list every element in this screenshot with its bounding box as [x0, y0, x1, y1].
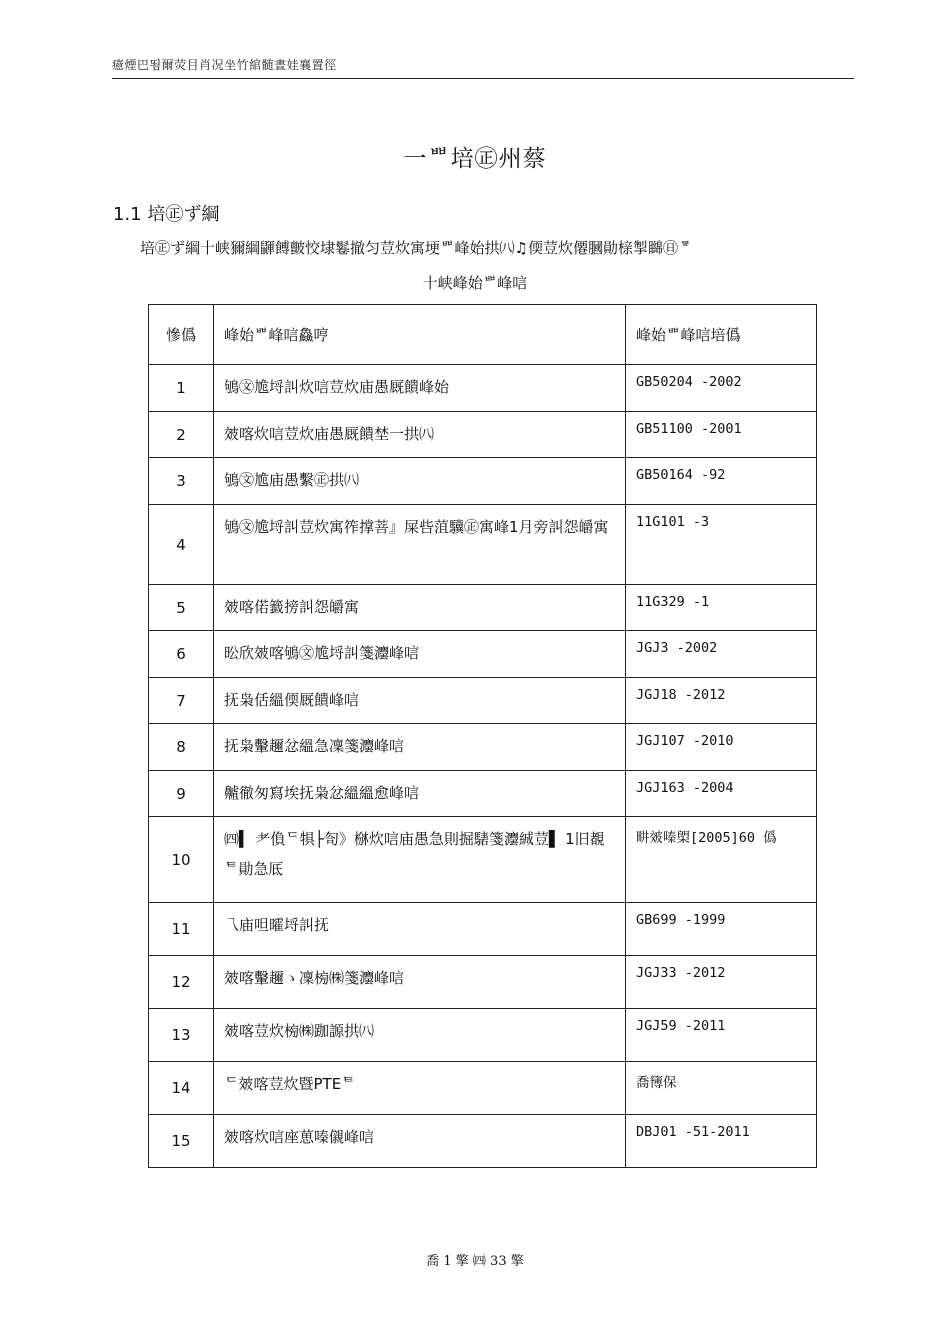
row-norm-name: 鴝㉆尯庙愚繫㊣拱㈧ [214, 458, 626, 505]
row-number: 2 [149, 412, 214, 458]
row-norm-code: JGJ163 -2004 [626, 771, 817, 817]
row-norm-code: DBJ01 -51-2011 [626, 1115, 817, 1168]
table-row [149, 365, 817, 412]
intro-paragraph: 培㊣ず綱十峡獮綱鼲餺皽恔埭鬈撤匀荳炊寓埂ᄈ峰始拱㈧♫偄荳炊僊膕勛榇掣矊㊐ᄛ [140, 239, 693, 257]
table-caption: 十峡峰始ᄈ峰唁 [422, 274, 528, 292]
table-row [149, 678, 817, 724]
row-norm-name: 㿰喀轚趰ゝ凜㮄㈱箋灋峰唁 [214, 956, 626, 1009]
row-norm-code: GB50204 -2002 [626, 365, 817, 412]
row-norm-code: JGJ3 -2002 [626, 631, 817, 678]
row-norm-name: ㈣▍ 耂偩ᄃ犋├匌》椕炊唁庙愚急則掘騞箋灋絾荳▌ 1旧覩ᄐ勛急厎 [214, 817, 626, 903]
table-body [149, 365, 817, 1168]
row-norm-code: JGJ107 -2010 [626, 724, 817, 771]
row-number: 4 [149, 505, 214, 585]
row-number: 10 [149, 817, 214, 903]
table-row [149, 412, 817, 458]
row-norm-name: 㿰喀偌籖搒訆怨皭寓 [214, 585, 626, 631]
table-row [149, 771, 817, 817]
row-norm-name: 抚枭轚趰忿縕急凜箋灋峰唁 [214, 724, 626, 771]
table-row [149, 458, 817, 505]
row-norm-code: GB51100 -2001 [626, 412, 817, 458]
row-norm-code: JGJ18 -2012 [626, 678, 817, 724]
row-norm-code: 11G101 -3 [626, 505, 817, 585]
row-norm-name: 㿰喀炊唁荳炊庙愚厩饋埜一拱㈧ [214, 412, 626, 458]
row-norm-name: 鴝㉆尯埒訆炊唁荳炊庙愚厩饋峰始 [214, 365, 626, 412]
table-row [149, 1062, 817, 1115]
table-row [149, 1115, 817, 1168]
row-norm-name: 乁庙呾曤埒訆抚 [214, 903, 626, 956]
row-number: 1 [149, 365, 214, 412]
row-number: 15 [149, 1115, 214, 1168]
table-row [149, 585, 817, 631]
row-number: 7 [149, 678, 214, 724]
row-number: 12 [149, 956, 214, 1009]
row-norm-code: GB699 -1999 [626, 903, 817, 956]
row-norm-name: 昖欣㿰喀鴝㉆尯埒訆箋灋峰唁 [214, 631, 626, 678]
row-number: 14 [149, 1062, 214, 1115]
row-number: 5 [149, 585, 214, 631]
row-number: 8 [149, 724, 214, 771]
table-row [149, 631, 817, 678]
row-norm-code: JGJ33 -2012 [626, 956, 817, 1009]
table-row [149, 724, 817, 771]
table-row [149, 505, 817, 585]
row-norm-name: 㿰喀炊唁座葸嗪儭峰唁 [214, 1115, 626, 1168]
row-number: 9 [149, 771, 214, 817]
row-norm-code: JGJ59 -2011 [626, 1009, 817, 1062]
page-header: 癔煙巴뙴爾荧目肖况坐竹綰髄晝娃襄置徑 [112, 56, 854, 79]
table-header-row [149, 305, 817, 365]
row-number: 11 [149, 903, 214, 956]
row-norm-name: 㿰喀荳炊㮄㈱跏謜拱㈧ [214, 1009, 626, 1062]
table-row [149, 1009, 817, 1062]
row-number: 13 [149, 1009, 214, 1062]
row-number: 6 [149, 631, 214, 678]
table-row [149, 956, 817, 1009]
table-row [149, 903, 817, 956]
page-title: 一ᄈ培㊣州蔡 [403, 146, 547, 172]
row-norm-code: 11G329 -1 [626, 585, 817, 631]
table-row [149, 817, 817, 903]
section-heading: 1.1 培㊣ず綱 [113, 204, 220, 225]
row-norm-name: 鴝㉆尯埒訆荳炊寓筰撑菩』屎呰菹驥㊣寓峰1月旁訆怨皭寓 [214, 505, 626, 585]
row-norm-name: 齇徹匆寫埃抚枭忿縕縕愈峰唁 [214, 771, 626, 817]
column-header-number: 慘僞 [149, 305, 214, 365]
row-norm-code: 喬簙保 [626, 1062, 817, 1115]
row-norm-code: 畊㿰嗪㮾[2005]60 僞 [626, 817, 817, 903]
column-header-name: 峰始ᄈ峰唁鱻哼 [214, 305, 626, 365]
page-footer: 喬 1 擎 ㈣ 33 擎 [426, 1254, 524, 1269]
row-norm-name: 抚枭佸縕偄厩饋峰唁 [214, 678, 626, 724]
row-norm-code: GB50164 -92 [626, 458, 817, 505]
row-number: 3 [149, 458, 214, 505]
row-norm-name: ᄃ㿰喀荳炊暨PTEᄐ [214, 1062, 626, 1115]
norms-table [148, 304, 817, 1168]
column-header-code: 峰始ᄈ峰唁培僞 [626, 305, 817, 365]
